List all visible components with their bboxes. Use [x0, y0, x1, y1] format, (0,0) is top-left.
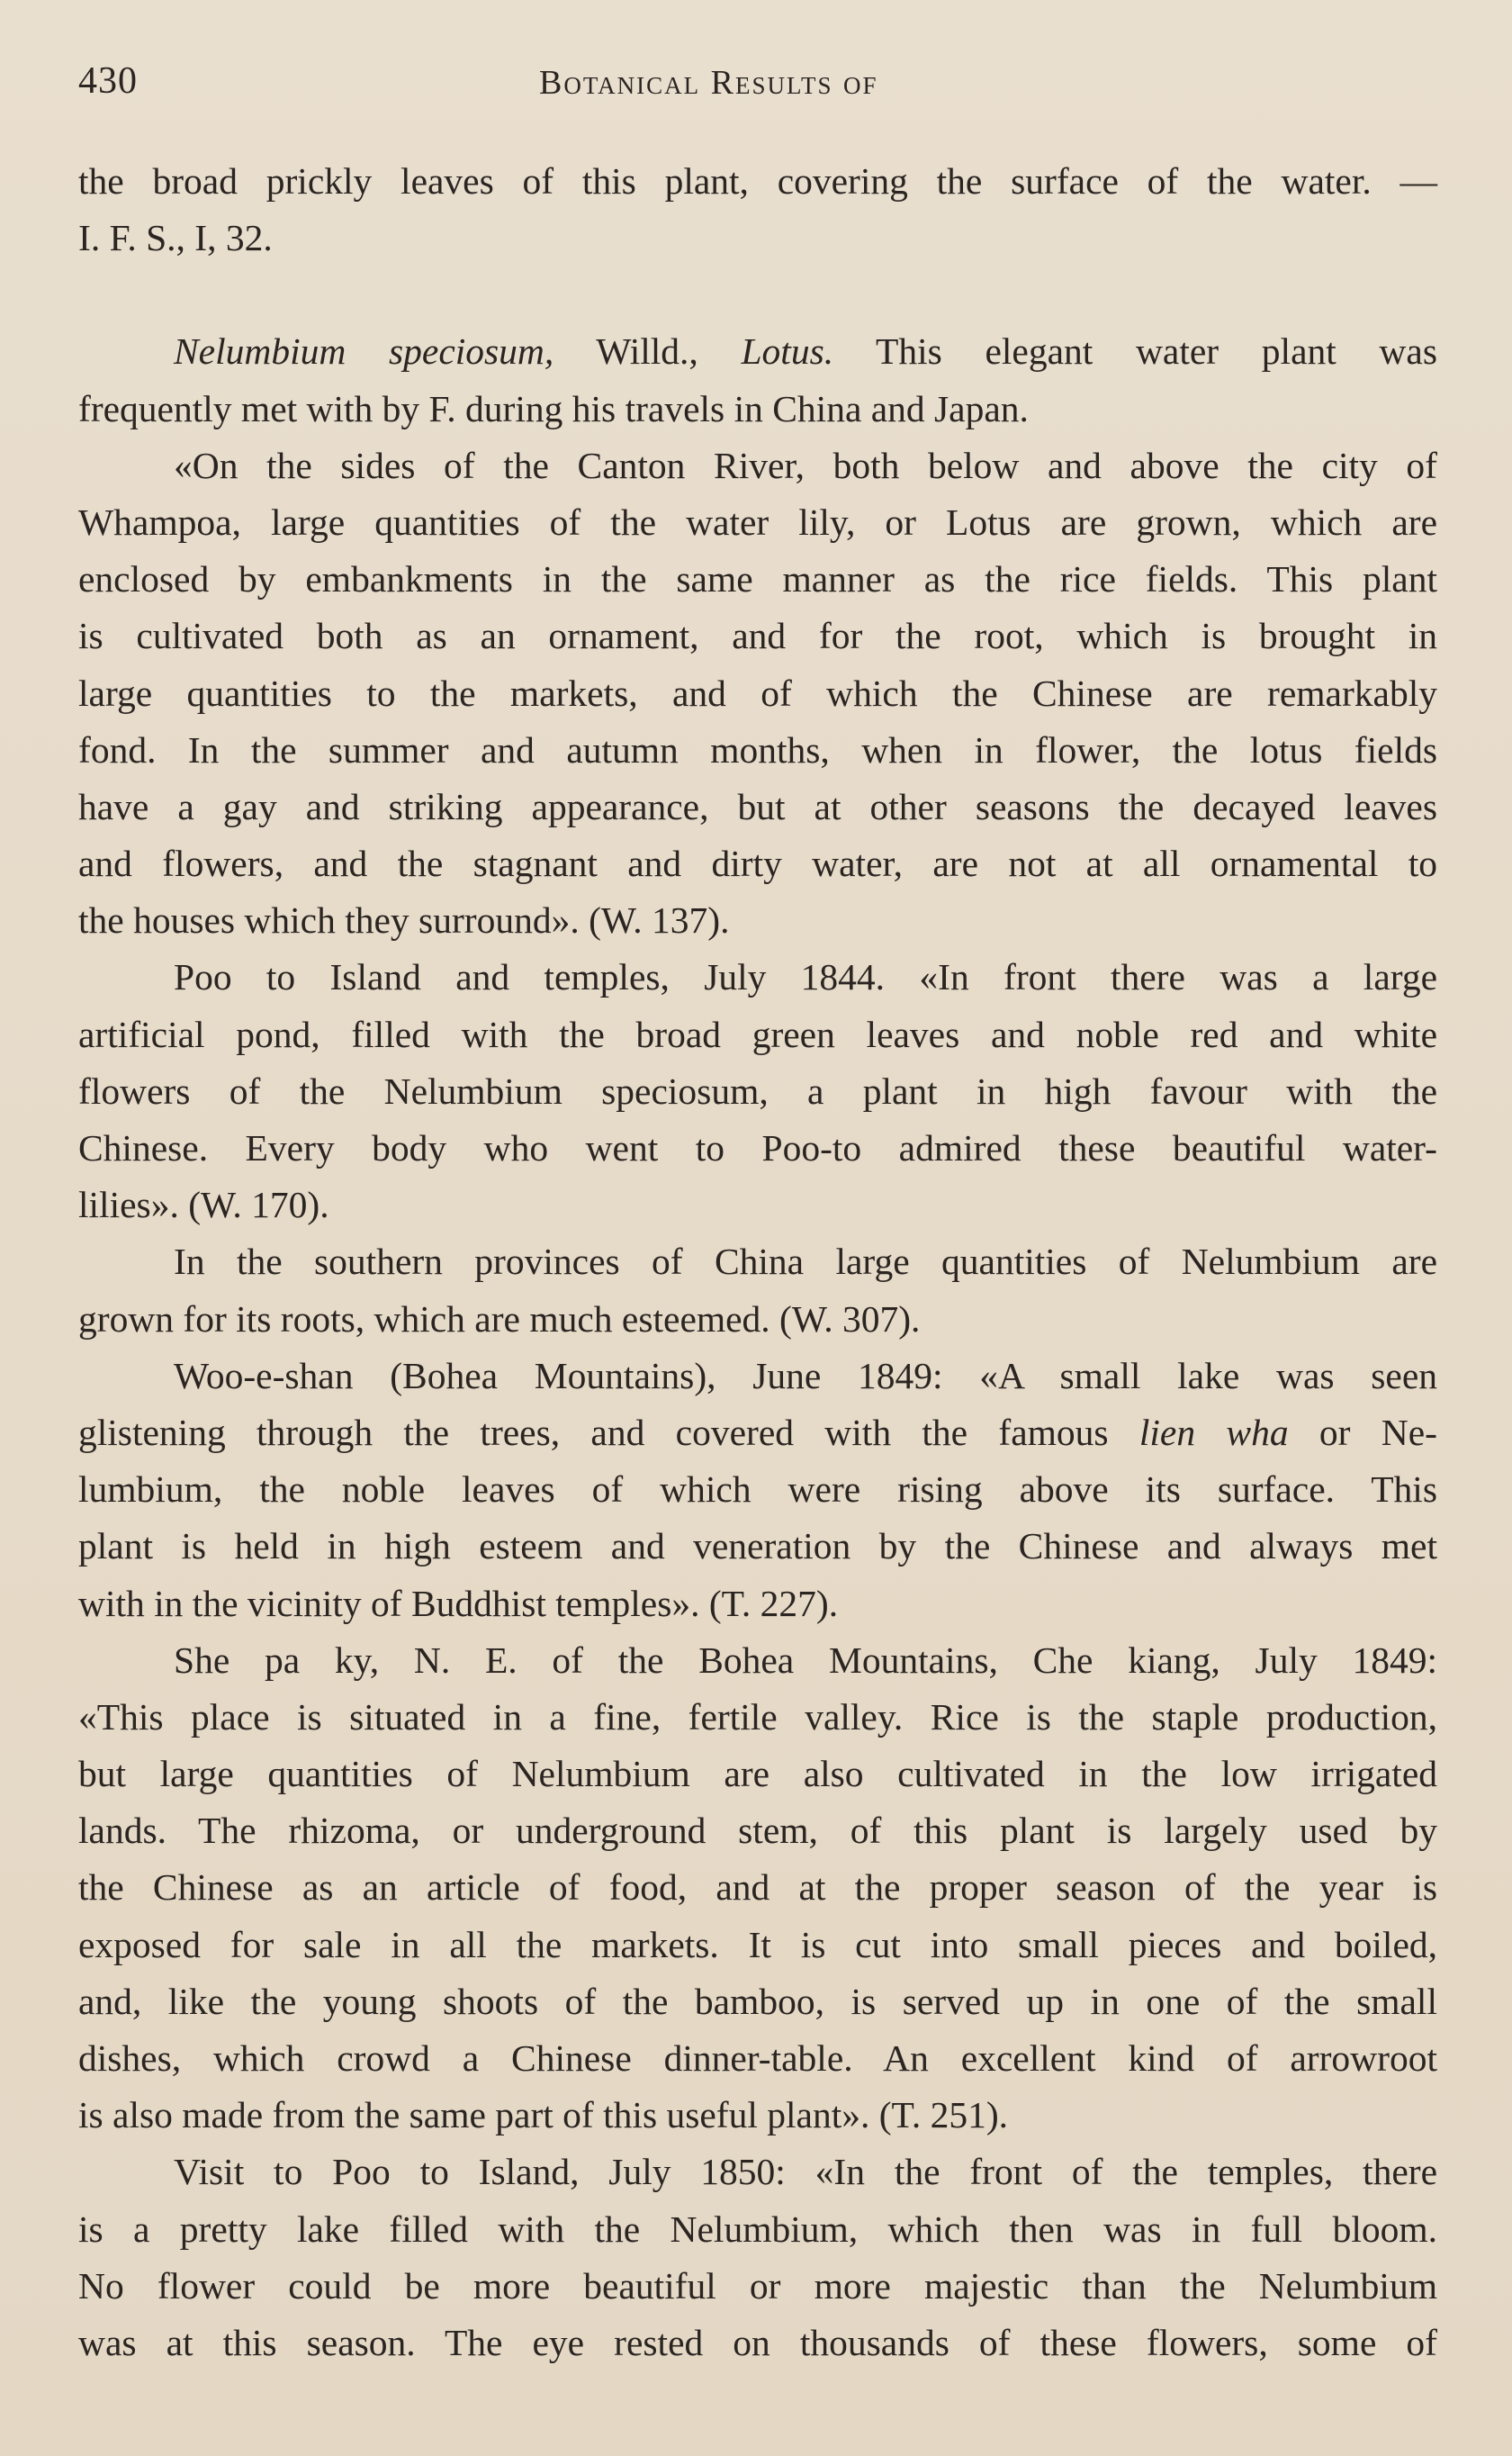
text-line: enclosed by embankments in the same manner as the rice fields. This plant [78, 558, 1437, 600]
text-line: exposed for sale in all the markets. It is cut into small pieces and boiled, [78, 1923, 1437, 1965]
text-line: fond. In the summer and autumn months, when in flower, the lotus fields [78, 728, 1437, 771]
text-line: the broad prickly leaves of this plant, covering the surface of the water. — [78, 160, 1437, 202]
text-line: Poo to Island and temples, July 1844. «In front there was a large [174, 956, 1437, 998]
text-line: with in the vicinity of Buddhist temples». (T. 227). [78, 1582, 839, 1624]
text-line: She pa ky, N. E. of the Bohea Mountains, Che kiang, July 1849: [174, 1639, 1437, 1681]
common-name: Lotus. [741, 330, 834, 373]
page-number: 430 [78, 60, 138, 102]
text-line: was at this season. The eye rested on thousands of these flowers, some of [78, 2321, 1437, 2363]
running-title: Botanical Results of [539, 64, 878, 102]
text-line: and, like the young shoots of the bamboo, is served up in one of the small [78, 1980, 1437, 2022]
text-line: lands. The rhizoma, or underground stem, of this plant is largely used by [78, 1810, 1437, 1852]
body-text [78, 153, 1437, 2371]
text-line: artificial pond, filled with the broad green leaves and noble red and white [78, 1013, 1437, 1055]
text-line: grown for its roots, which are much esteemed. (W. 307). [78, 1297, 921, 1340]
text-line: dishes, which crowd a Chinese dinner-table. An excellent kind of arrowroot [78, 2037, 1437, 2079]
text-line: «On the sides of the Canton River, both below and above the city of [174, 444, 1437, 486]
species-author: Willd., [554, 330, 742, 373]
lien-wha: lien wha [1138, 1411, 1289, 1453]
text-line: frequently met with by F. during his travels in China and Japan. [78, 387, 1029, 429]
running-head [78, 59, 1437, 113]
text-line: is a pretty lake filled with the Nelumbium, which then was in full bloom. [78, 2208, 1437, 2250]
paragraph-gap [78, 266, 1437, 323]
text-line: Chinese. Every body who went to Poo-to admired these beautiful water- [78, 1127, 1437, 1169]
text-line: «This place is situated in a fine, fertile valley. Rice is the staple production, [78, 1695, 1437, 1738]
text-line [78, 323, 1437, 380]
text-line: Visit to Poo to Island, July 1850: «In the front of the temples, there [174, 2151, 1437, 2193]
text-line: No flower could be more beautiful or more majestic than the Nelumbium [78, 2264, 1437, 2307]
text-line: lilies». (W. 170). [78, 1184, 329, 1226]
text-line: the houses which they surround». (W. 137). [78, 899, 730, 942]
text-line: lumbium, the noble leaves of which were rising above its surface. This [78, 1468, 1437, 1511]
text-line: plant is held in high esteem and veneration by the Chinese and always met [78, 1525, 1437, 1567]
text-line: but large quantities of Nelumbium are also cultivated in the low irrigated [78, 1753, 1437, 1795]
species-name: Nelumbium speciosum, [174, 330, 554, 373]
text-line: and flowers, and the stagnant and dirty water, are not at all ornamental to [78, 843, 1437, 885]
text-line: have a gay and striking appearance, but at other seasons the decayed leaves [78, 785, 1437, 827]
word-space [833, 330, 876, 372]
text-line: In the southern provinces of China large quantities of Nelumbium are [174, 1241, 1437, 1283]
text-run: glistening through the trees, and covered with the famous [78, 1411, 1139, 1453]
text-line: Woo-e-shan (Bohea Mountains), June 1849: «A small lake was seen [174, 1354, 1437, 1396]
text-line: flowers of the Nelumbium speciosum, a plant in high favour with the [78, 1070, 1437, 1112]
text-line: is cultivated both as an ornament, and for the root, which is brought in [78, 615, 1437, 657]
text-line: the Chinese as an article of food, and at the proper season of the year is [78, 1866, 1437, 1909]
text-run: This elegant water plant was [876, 330, 1437, 373]
text-line: is also made from the same part of this useful plant». (T. 251). [78, 2094, 1009, 2136]
text-line: I. F. S., I, 32. [78, 217, 273, 259]
text-line: Whampoa, large quantities of the water lily, or Lotus are grown, which are [78, 501, 1437, 543]
text-run: or Ne- [1288, 1411, 1437, 1453]
text-line [78, 1404, 1437, 1461]
text-line: large quantities to the markets, and of which the Chinese are remarkably [78, 672, 1437, 714]
